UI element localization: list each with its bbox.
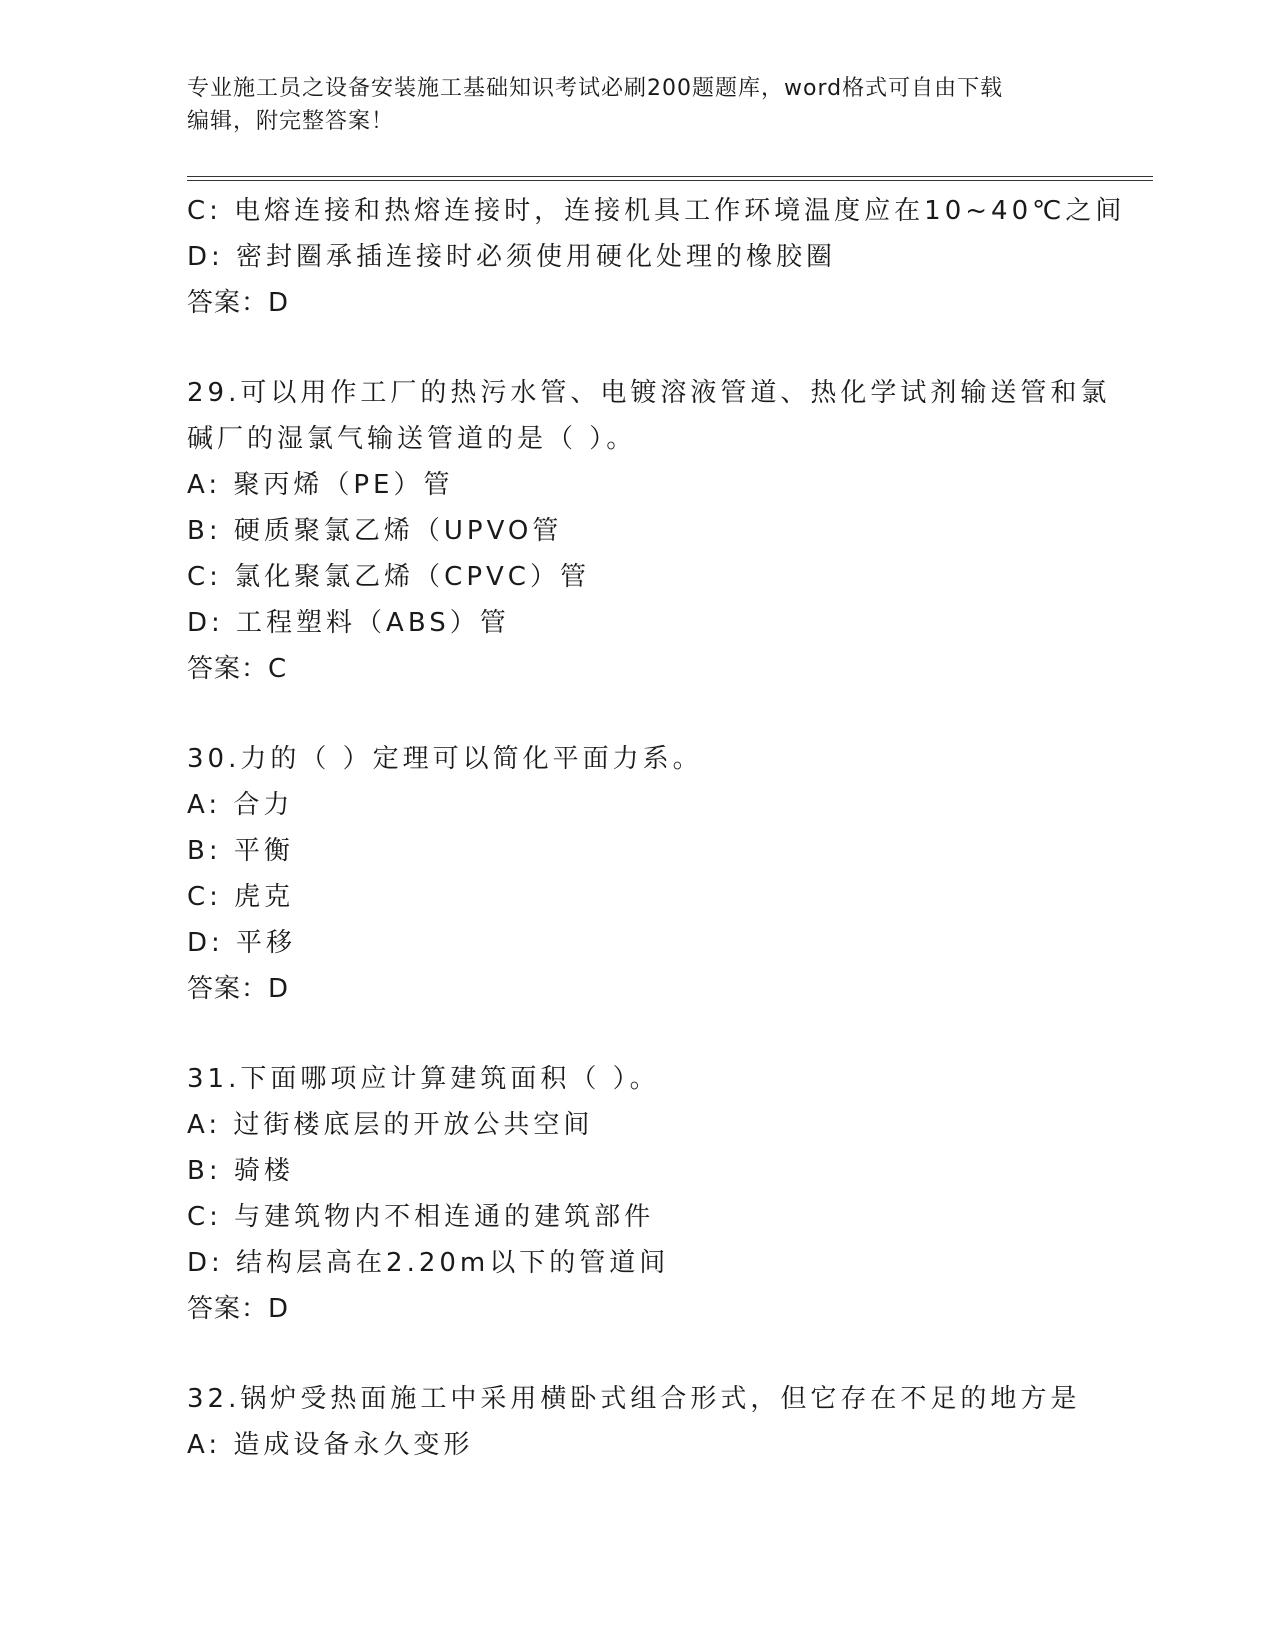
header-title-line-2: 编辑，附完整答案！	[187, 109, 395, 134]
option-line: A: 合力	[187, 790, 294, 820]
question-stem: 29.可以用作工厂的热污水管、电镀溶液管道、热化学试剂输送管和氯	[187, 378, 1111, 408]
option-line: B: 平衡	[187, 836, 294, 866]
option-line: C: 与建筑物内不相连通的建筑部件	[187, 1202, 655, 1232]
option-line: D: 工程塑料（ABS）管	[187, 608, 510, 638]
option-line: C: 氯化聚氯乙烯（CPVC）管	[187, 562, 590, 592]
question-stem: 31.下面哪项应计算建筑面积（ ）。	[187, 1064, 660, 1094]
spacer	[187, 692, 1087, 736]
answer-line: 答案：D	[187, 974, 290, 1004]
option-line: A: 过街楼底层的开放公共空间	[187, 1110, 594, 1140]
spacer	[187, 1332, 1087, 1376]
question-30	[187, 736, 1087, 1012]
question-32	[187, 1376, 1087, 1468]
answer-line: 答案：D	[187, 1294, 290, 1324]
option-line: C: 电熔连接和热熔连接时，连接机具工作环境温度应在10~40℃之间	[187, 196, 1126, 226]
question-stem: 32.锅炉受热面施工中采用横卧式组合形式，但它存在不足的地方是	[187, 1384, 1081, 1414]
header-title-line-1: 专业施工员之设备安装施工基础知识考试必刷200题题库，word格式可自由下载	[187, 76, 1004, 101]
document-body	[187, 188, 1126, 1468]
spacer	[187, 1012, 1087, 1056]
question-stem: 30.力的（ ）定理可以简化平面力系。	[187, 744, 703, 774]
question-31	[187, 1056, 1087, 1332]
page-header	[187, 72, 1087, 138]
header-divider	[187, 176, 1153, 181]
answer-line: 答案：C	[187, 654, 288, 684]
option-line: D: 平移	[187, 928, 297, 958]
option-line: A: 聚丙烯（PE）管	[187, 470, 454, 500]
option-line: B: 硬质聚氯乙烯（UPVO管	[187, 516, 563, 546]
option-line: B: 骑楼	[187, 1156, 294, 1186]
option-line: D: 结构层高在2.20m以下的管道间	[187, 1248, 670, 1278]
spacer	[187, 326, 1087, 370]
question-stem: 碱厂的湿氯气输送管道的是（ ）。	[187, 424, 637, 454]
option-line: C: 虎克	[187, 882, 295, 912]
option-line: A: 造成设备永久变形	[187, 1430, 474, 1460]
answer-line: 答案：D	[187, 288, 290, 318]
question-29	[187, 370, 1111, 692]
question-continuation	[187, 188, 1126, 326]
option-line: D: 密封圈承插连接时必须使用硬化处理的橡胶圈	[187, 242, 837, 272]
